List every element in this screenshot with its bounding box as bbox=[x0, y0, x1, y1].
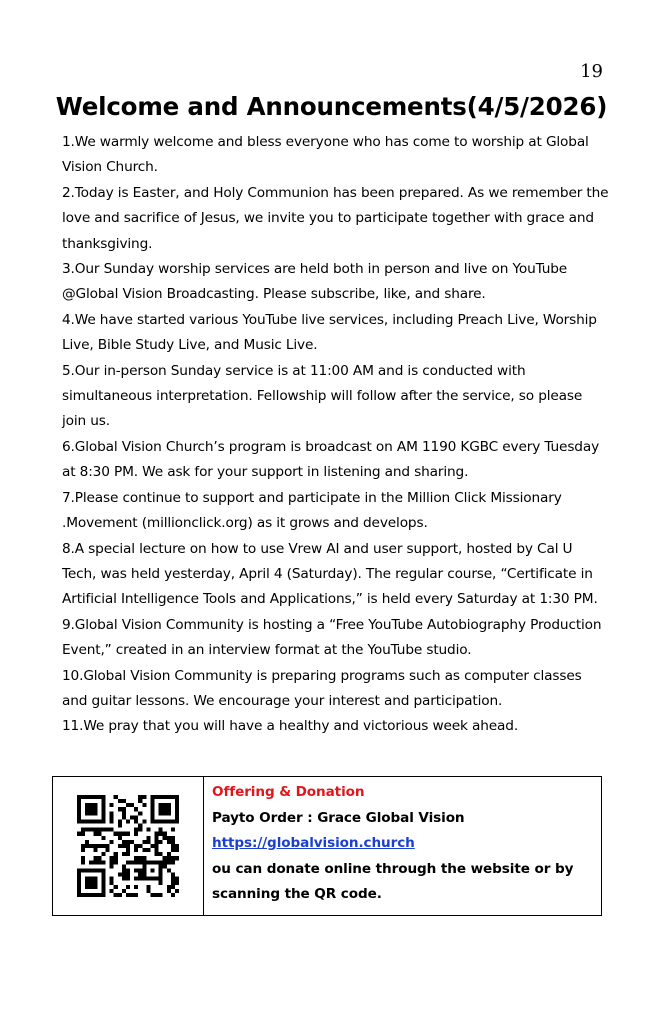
announcement-item: 7.Please continue to support and participate in the Million Click Missionary .Movement (millionclick.org) as it grows and develops. bbox=[62, 489, 562, 532]
announcement-item: 2.Today is Easter, and Holy Communion has been prepared. As we remember the love and sacrifice of Jesus, we invite you to participate together with grace and thanksgiving. bbox=[62, 184, 609, 252]
announcement-item: 4.We have started various YouTube live services, including Preach Live, Worship Live, Bible Study Live, and Music Live. bbox=[62, 311, 597, 354]
announcement-item: 10.Global Vision Community is preparing programs such as computer classes and guitar lessons. We encourage your interest and participation. bbox=[62, 667, 582, 709]
donation-note-line-1: ou can donate online through the website or by bbox=[212, 860, 574, 877]
announcement-item: 5.Our in-person Sunday service is at 11:00 AM and is conducted with simultaneous interpretation. Fellowship will follow after the service, so please join us. bbox=[62, 362, 583, 430]
page-title: Welcome and Announcements(4/5/2026) bbox=[55, 92, 608, 121]
announcement-item: 3.Our Sunday worship services are held both in person and live on YouTube @Global Vision Broadcasting. Please subscribe, like, and share. bbox=[62, 261, 568, 303]
qr-code-cell bbox=[53, 777, 204, 915]
qr-code-icon[interactable] bbox=[77, 795, 179, 897]
announcement-item: 8.A special lecture on how to use Vrew AI and user support, hosted by Cal U Tech, was held yesterday, April 4 (Saturday). The regular course, “Certificate in Artificial Intelligence Tools and Applications,” is held every Saturday at 1:30 PM. bbox=[62, 540, 598, 608]
page-number: 19 bbox=[580, 61, 603, 82]
website-link[interactable]: https://globalvision.church bbox=[212, 835, 415, 851]
announcement-item: 6.Global Vision Church’s program is broadcast on AM 1190 KGBC every Tuesday at 8:30 PM. We ask for your support in listening and sharing. bbox=[62, 438, 600, 481]
offering-heading: Offering & Donation bbox=[212, 784, 365, 800]
announcement-item: 1.We warmly welcome and bless everyone who has come to worship at Global Vision Church. bbox=[62, 134, 589, 176]
pay-to-order: Payto Order : Grace Global Vision bbox=[212, 809, 465, 826]
donation-box bbox=[52, 776, 602, 916]
donation-note-line-2: scanning the QR code. bbox=[212, 886, 382, 902]
announcements-list bbox=[62, 130, 610, 740]
announcement-item: 11.We pray that you will have a healthy and victorious week ahead. bbox=[62, 718, 519, 735]
announcement-item: 9.Global Vision Community is hosting a “Free YouTube Autobiography Production Event,” created in an interview format at the YouTube studio. bbox=[62, 616, 602, 659]
donation-info bbox=[204, 777, 601, 915]
